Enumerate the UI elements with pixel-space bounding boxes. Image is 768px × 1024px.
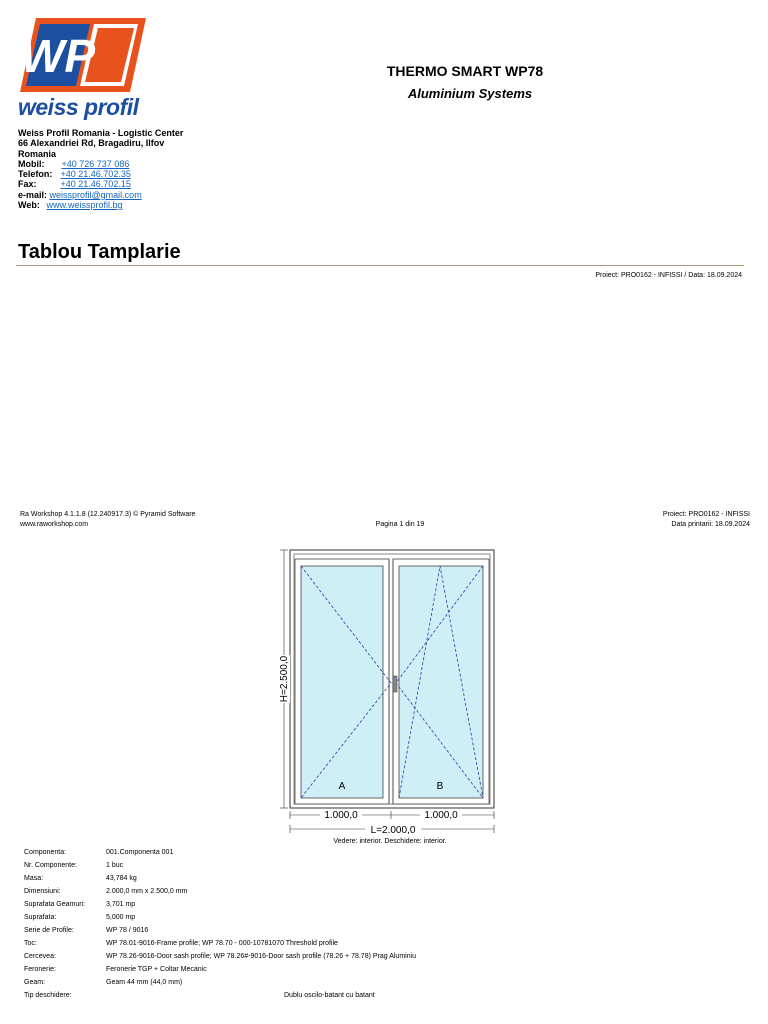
contact-label: Fax: [18,179,37,190]
total-width-label: L=2.000,0 [370,825,416,836]
spec-value: Geam 44 mm (44,0 mm) [106,979,183,986]
spec-key: Serie de Profile: [24,927,74,934]
height-dimension-label: H=2.500,0 [279,655,290,703]
fax-link[interactable]: +40 21.46.702.15 [60,179,131,190]
company-country: Romania [18,148,57,159]
web-link[interactable]: www.weissprofil.bg [46,200,123,211]
contact-label: Mobil: [18,158,45,169]
spec-value: WP 78.01-9016-Frame profile; WP 78.70 - 000-10781070 Threshold profile [106,940,338,947]
heading-divider [16,265,744,266]
sash-b-glass [399,566,483,798]
contact-web [18,200,183,210]
software-credit: Ra Workshop 4.1.1.8 (12.240917.3) © Pyramid Software [20,511,196,518]
page-number: Pagina 1 din 19 [375,521,425,528]
spec-key: Componenta: [24,849,67,856]
drawing-caption: Vedere: interior. Deschidere: interior. [333,838,447,845]
spec-key: Suprafata Geamuri: [24,901,86,908]
sash-a-glass [301,566,383,798]
footer-project: Proiect: PRO0162 - INFISSI [662,511,750,518]
mobile-link[interactable]: +40 726 737 086 [61,158,130,169]
phone-link[interactable]: +40 21.46.702.35 [60,169,131,180]
spec-value: 43,784 kg [106,875,137,882]
spec-key: Masa: [24,875,44,882]
spec-key: Cerceveа: [24,953,56,960]
spec-value: 2.000,0 mm x 2.500,0 mm [106,888,188,895]
spec-value: 001.Componenta 001 [106,849,174,856]
spec-value: Feronerie TGP + Coltar Mecanic [106,966,207,973]
logo-wordmark: weiss profil [18,94,139,120]
spec-key: Toc: [24,940,37,947]
sash-b-label: B [436,781,444,792]
contact-phone [18,169,183,179]
document-title: THERMO SMART WP78 [386,63,544,79]
window-drawing [270,545,510,840]
footer-left [20,510,195,530]
footer-right [663,510,750,530]
logo-mark [18,14,148,96]
contact-mobile [18,159,183,169]
software-website[interactable]: www.raworkshop.com [20,521,89,528]
spec-value: WP 78 / 9016 [106,927,149,934]
spec-value: 3,701 mp [106,901,136,908]
company-logo [18,14,148,120]
contact-label: Web: [18,200,40,211]
spec-key: Nr. Componente: [24,862,77,869]
company-address: 66 Alexandriei Rd, Bragadiru, Ilfov [18,138,165,149]
sash-b-width-label: 1.000,0 [424,810,458,821]
company-name: Weiss Profil Romania - Logistic Center [18,128,184,138]
section-heading: Tablou Tamplarie [18,241,181,263]
spec-value: 1 buc [106,862,124,869]
handle-icon [393,676,397,692]
contact-email [18,190,183,200]
project-info: Proiect: PRO0162 - INFISSI / Data: 18.09.2024 [595,272,742,279]
window-drawing-svg [270,545,510,840]
spec-key: Suprafata: [24,914,57,921]
spec-key: Tip deschidere: [24,992,72,999]
spec-key: Geam: [24,979,46,986]
contact-label: e-mail: [18,189,48,200]
spec-key: Feronerie: [24,966,56,973]
contact-fax [18,179,183,189]
contact-label: Telefon: [18,169,53,180]
logo-letters: WP [20,30,96,82]
document-subtitle: Aluminium Systems [407,86,533,101]
spec-key: Dimensiuni: [24,888,61,895]
sash-a-width-label: 1.000,0 [324,810,358,821]
spec-value: 5,000 mp [106,914,136,921]
email-link[interactable]: weissprofil@gmail.com [49,189,142,200]
spec-value: Dublu oscilo-batant cu batant [284,992,375,999]
footer-print-date: Data printarii: 18.09.2024 [671,521,750,528]
spec-value: WP 78.26-9016-Door sash profile; WP 78.26#-9016-Door sash profile (78.26 + 78.78) Prag Aluminiu [106,953,417,960]
sash-a-label: A [338,781,346,792]
company-info [18,128,183,210]
